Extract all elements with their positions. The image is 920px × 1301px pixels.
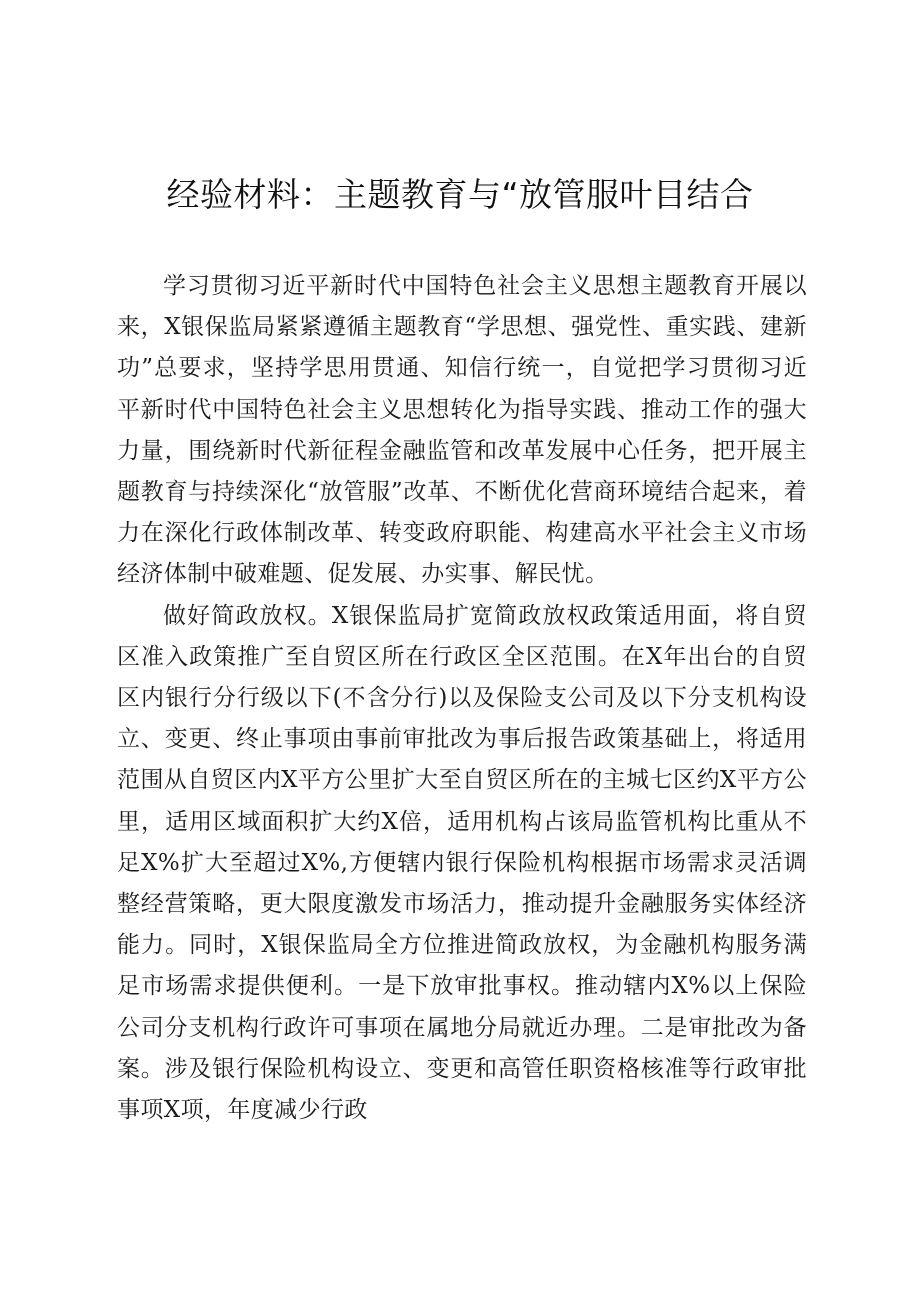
- paragraph-intro: 学习贯彻习近平新时代中国特色社会主义思想主题教育开展以来，X银保监局紧紧遵循主题教育“学思想、强党性、重实践、建新功”总要求，坚持学思用贯通、知信行统一，自觉把学习贯彻习近平新时代中国特色社会主义思想转化为指导实践、推动工作的强大力量，围绕新时代新征程金融监管和改革发展中心任务，把开展主题教育与持续深化“放管服”改革、不断优化营商环境结合起来，着力在深化行政体制改革、转变政府职能、构建高水平社会主义市场经济体制中破难题、促发展、办实事、解民忧。: [117, 273, 807, 588]
- document-title: 经验材料：主题教育与“放管服叶目结合: [166, 175, 754, 214]
- paragraph-simplify-administration: 做好简政放权。X银保监局扩宽简政放权政策适用面，将自贸区准入政策推广至自贸区所在行政区全区范围。在X年出台的自贸区内银行分行级以下(不含分行)以及保险支公司及以下分支机构设立、变更、终止事项由事前审批改为事后报告政策基础上，将适用范围从自贸区内X平方公里扩大至自贸区所在的主城七区约X平方公里，适用区域面积扩大约X倍，适用机构占该局监管机构比重从不足X%扩大至超过X%,方便辖内银行保险机构根据市场需求灵活调整经营策略，更大限度激发市场活力，推动提升金融服务实体经济能力。同时，X银保监局全方位推进简政放权，为金融机构服务满足市场需求提供便利。一是下放审批事权。推动辖内X%以上保险公司分支机构行政许可事项在属地分局就近办理。二是审批改为备案。涉及银行保险机构设立、变更和高管任职资格核准等行政审批事项X项，年度减少行政: [117, 602, 807, 1124]
- document-body: [117, 266, 807, 1131]
